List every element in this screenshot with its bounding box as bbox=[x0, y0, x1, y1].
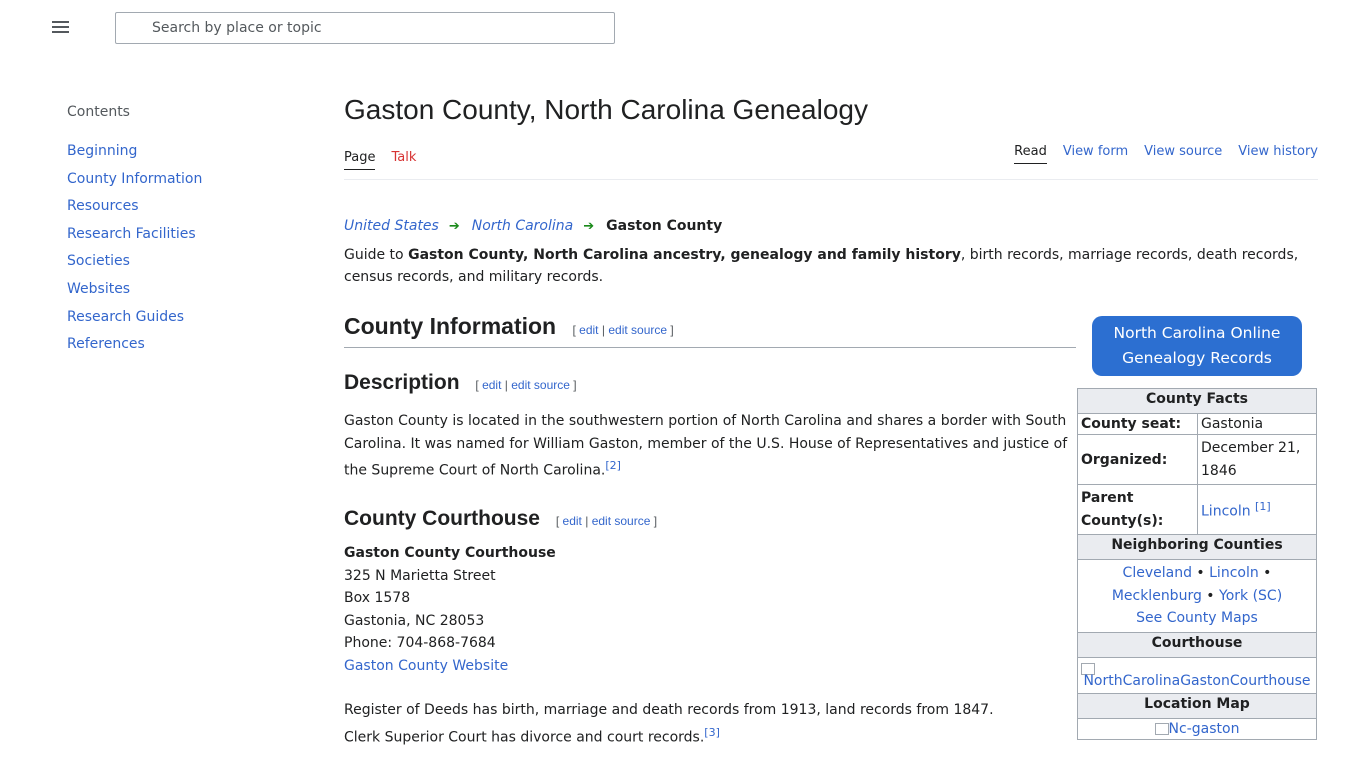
tab-view-source[interactable]: View source bbox=[1144, 144, 1223, 159]
courthouse-box: Box 1578 bbox=[344, 590, 411, 607]
toc-item-beginning[interactable]: Beginning bbox=[67, 143, 138, 159]
neighbor-york-link[interactable]: York (SC) bbox=[1219, 587, 1283, 604]
toc-item-references[interactable]: References bbox=[67, 336, 145, 353]
page-tabs bbox=[344, 144, 1318, 180]
edit-section-links: [ edit | edit source ] bbox=[555, 514, 658, 529]
edit-source-link[interactable]: edit source bbox=[608, 323, 668, 337]
reference-link[interactable]: [1] bbox=[1255, 499, 1271, 513]
county-seat-value: Gastonia bbox=[1198, 414, 1317, 435]
records-line-2: Clerk Superior Court has divorce and court records.[3] bbox=[344, 725, 720, 746]
toc-item-county-information[interactable]: County Information bbox=[67, 170, 203, 187]
organized-label: Organized: bbox=[1078, 435, 1198, 485]
parent-county-value bbox=[1198, 485, 1317, 535]
toc-item-resources[interactable]: Resources bbox=[67, 198, 139, 215]
breadcrumb-united-states[interactable]: United States bbox=[344, 218, 439, 234]
location-map-heading: Location Map bbox=[1078, 693, 1317, 718]
search-input[interactable] bbox=[116, 13, 614, 43]
tab-read[interactable]: Read bbox=[1014, 144, 1047, 164]
edit-source-link[interactable]: edit source bbox=[511, 378, 570, 392]
edit-link[interactable]: edit bbox=[562, 514, 582, 529]
courthouse-phone: Phone: 704-868-7684 bbox=[344, 635, 496, 652]
breadcrumb-north-carolina[interactable]: North Carolina bbox=[471, 218, 574, 234]
breadcrumb-current: Gaston County bbox=[606, 218, 723, 234]
county-seat-label: County seat: bbox=[1078, 414, 1198, 435]
intro-prefix: Guide to bbox=[344, 247, 409, 263]
table-of-contents bbox=[67, 104, 287, 359]
neighbor-lincoln-link[interactable]: Lincoln bbox=[1209, 565, 1259, 581]
organized-value: December 21, 1846 bbox=[1198, 435, 1317, 485]
county-facts-heading: County Facts bbox=[1078, 389, 1317, 414]
edit-source-link[interactable]: edit source bbox=[591, 514, 651, 529]
toc-item-societies[interactable]: Societies bbox=[67, 253, 130, 270]
online-records-button[interactable]: North Carolina Online Genealogy Records bbox=[1092, 316, 1302, 376]
county-courthouse-title: County Courthouse bbox=[344, 507, 540, 531]
location-map-image[interactable] bbox=[1078, 718, 1317, 739]
description-text: Gaston County is located in the southwestern portion of North Carolina and shares a border with South Carolina. It was named for William Gaston, member of the U.S. House of Representatives and justice of the Supreme Court of North Carolina.[2] bbox=[344, 413, 1068, 479]
search-box[interactable] bbox=[115, 12, 615, 44]
neighbor-mecklenburg-link[interactable]: Mecklenburg bbox=[1111, 587, 1202, 604]
parent-county-label: Parent County(s): bbox=[1078, 485, 1198, 535]
tab-page[interactable]: Page bbox=[344, 150, 375, 170]
courthouse-street: 325 N Marietta Street bbox=[344, 567, 496, 584]
intro-suffix: , birth records, marriage records, death records, census records, and military records. bbox=[344, 247, 1299, 285]
toc-item-research-facilities[interactable]: Research Facilities bbox=[67, 225, 196, 242]
county-courthouse-heading bbox=[344, 504, 1076, 536]
location-map-alt[interactable]: Nc-gaston bbox=[1168, 720, 1240, 737]
county-facts-table bbox=[1077, 388, 1317, 740]
county-information-heading bbox=[344, 310, 1076, 348]
arrow-right-icon: ➔ bbox=[583, 218, 595, 234]
records-info bbox=[344, 699, 1076, 749]
tab-view-form[interactable]: View form bbox=[1062, 144, 1129, 159]
edit-link[interactable]: edit bbox=[579, 323, 599, 337]
reference-link[interactable]: [2] bbox=[605, 459, 621, 472]
page-title: Gaston County, North Carolina Genealogy bbox=[344, 94, 868, 125]
breadcrumb bbox=[344, 218, 1318, 234]
intro-paragraph bbox=[344, 244, 1318, 288]
toc-item-research-guides[interactable]: Research Guides bbox=[67, 308, 185, 325]
courthouse-address bbox=[344, 542, 1076, 677]
courthouse-heading: Courthouse bbox=[1078, 632, 1317, 657]
courthouse-image[interactable] bbox=[1078, 657, 1317, 693]
arrow-right-icon: ➔ bbox=[448, 218, 460, 234]
county-website-link[interactable]: Gaston County Website bbox=[344, 657, 509, 674]
neighboring-counties-heading: Neighboring Counties bbox=[1078, 535, 1317, 560]
records-line-1: Register of Deeds has birth, marriage and death records from 1913, land records from 1847. bbox=[344, 702, 994, 719]
content-column bbox=[344, 310, 1076, 749]
neighbor-cleveland-link[interactable]: Cleveland bbox=[1122, 565, 1192, 581]
courthouse-image-alt[interactable]: NorthCarolinaGastonCourthouse bbox=[1083, 672, 1311, 689]
county-maps-link[interactable]: See County Maps bbox=[1136, 610, 1258, 626]
neighboring-counties-list: Cleveland • Lincoln • Mecklenburg • York (SC) See County Maps bbox=[1078, 560, 1317, 633]
tab-view-history[interactable]: View history bbox=[1238, 144, 1318, 159]
edit-section-links: [ edit | edit source ] bbox=[572, 323, 674, 337]
county-information-title: County Information bbox=[344, 313, 557, 339]
parent-county-link[interactable]: Lincoln bbox=[1201, 503, 1251, 520]
description-heading bbox=[344, 368, 1076, 400]
courthouse-name: Gaston County Courthouse bbox=[344, 545, 556, 562]
edit-section-links: [ edit | edit source ] bbox=[475, 378, 577, 392]
edit-link[interactable]: edit bbox=[482, 378, 502, 392]
intro-bold: Gaston County, North Carolina ancestry, genealogy and family history bbox=[408, 247, 961, 263]
toc-item-websites[interactable]: Websites bbox=[67, 280, 131, 297]
broken-image-icon bbox=[1155, 723, 1169, 735]
courthouse-city: Gastonia, NC 28053 bbox=[344, 612, 485, 629]
reference-link[interactable]: [3] bbox=[704, 725, 720, 739]
menu-icon[interactable] bbox=[50, 18, 72, 38]
tab-talk[interactable]: Talk bbox=[391, 150, 417, 165]
toc-title: Contents bbox=[67, 104, 130, 120]
description-title: Description bbox=[344, 371, 460, 394]
